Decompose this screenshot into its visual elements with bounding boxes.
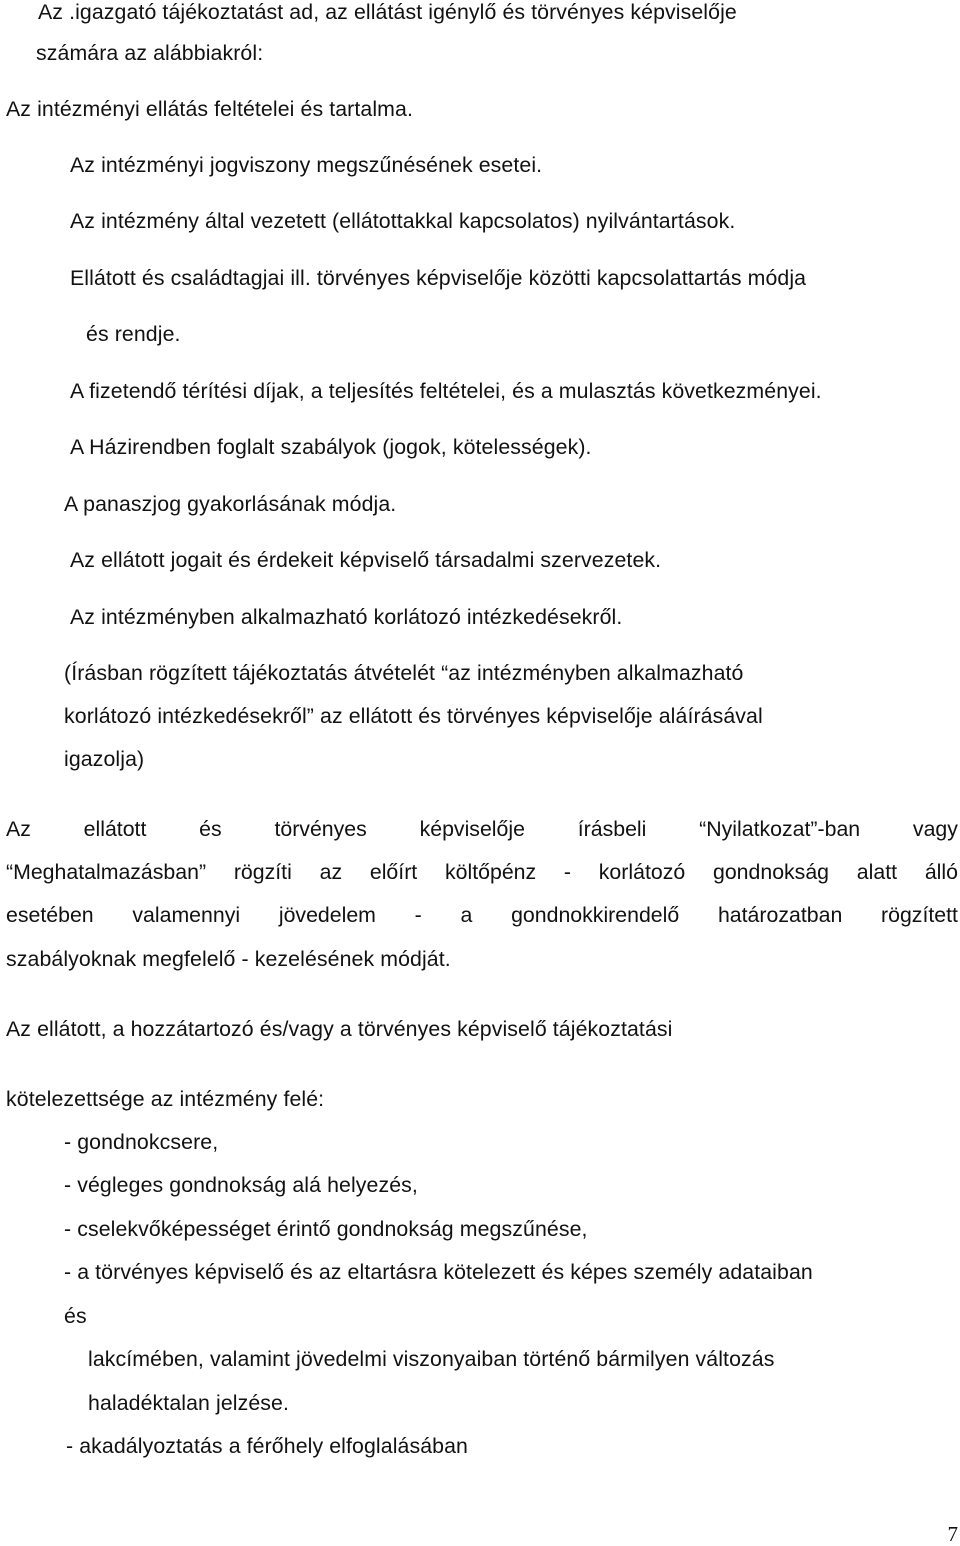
obligation-item: - a törvényes képviselő és az eltartásra kötelezett és képes személy adataiban [64, 1260, 813, 1284]
word: álló [924, 860, 958, 884]
word: írásbeli [577, 817, 647, 841]
word: gondnokkirendelő [511, 903, 680, 927]
note-line-2: korlátozó intézkedésekről” az ellátott és törvényes képviselője aláírásával [64, 704, 763, 728]
obligation-item: lakcímében, valamint jövedelmi viszonyaiban történő bármilyen változás [88, 1347, 775, 1371]
word: ellátott [83, 817, 147, 841]
intro-line-2: számára az alábbiakról: [36, 41, 264, 65]
word: “Meghatalmazásban” [6, 860, 207, 884]
intro-line-1: Az .igazgató tájékoztatást ad, az ellátást igénylő és törvényes képviselője [38, 0, 737, 24]
obligation-subheading: kötelezettsége az intézmény felé: [6, 1087, 325, 1111]
declaration-line-4: szabályoknak megfelelő - kezelésének módját. [6, 947, 451, 971]
word: - [414, 903, 422, 927]
word: valamennyi [132, 903, 241, 927]
note-line-1: (Írásban rögzített tájékoztatás átvételét “az intézményben alkalmazható [64, 661, 744, 685]
note-line-3: igazolja) [64, 747, 145, 771]
topic-line: és rendje. [86, 322, 181, 346]
word: jövedelem [278, 903, 376, 927]
word: rögzíti [233, 860, 292, 884]
obligation-item: haladéktalan jelzése. [88, 1391, 290, 1415]
topic-line: Az intézményi ellátás feltételei és tartalma. [6, 97, 413, 121]
topic-line: Az intézmény által vezetett (ellátottakkal kapcsolatos) nyilvántartások. [70, 209, 736, 233]
topic-line: A panaszjog gyakorlásának módja. [64, 492, 397, 516]
topic-line: A Házirendben foglalt szabályok (jogok, kötelességek). [70, 435, 592, 459]
topic-line: Ellátott és családtagjai ill. törvényes képviselője közötti kapcsolattartás módja [70, 266, 807, 290]
word: - [563, 860, 572, 884]
word: költőpénz [444, 860, 537, 884]
word: korlátozó [598, 860, 686, 884]
obligation-item: - gondnokcsere, [64, 1130, 219, 1154]
obligation-item: - akadályoztatás a férőhely elfoglalásában [66, 1434, 468, 1458]
word: határozatban [717, 903, 843, 927]
word: törvényes [274, 817, 367, 841]
word: esetében [6, 903, 94, 927]
obligation-item: és [64, 1304, 87, 1328]
word: előírt [369, 860, 418, 884]
topic-line: Az intézményben alkalmazható korlátozó intézkedésekről. [70, 605, 623, 629]
word: Az [6, 817, 31, 841]
word: alatt [856, 860, 898, 884]
topic-line: A fizetendő térítési díjak, a teljesítés feltételei, és a mulasztás következményei. [70, 379, 822, 403]
declaration-line-3 [6, 905, 958, 926]
topic-line: Az intézményi jogviszony megszűnésének esetei. [70, 153, 543, 177]
word: az [319, 860, 343, 884]
declaration-line-2 [6, 862, 958, 883]
word: “Nyilatkozat”-ban [699, 817, 861, 841]
declaration-line-1 [6, 819, 958, 840]
page-number: 7 [947, 1522, 958, 1546]
word: rögzített [881, 903, 958, 927]
word: a [460, 903, 473, 927]
obligation-item: - cselekvőképességet érintő gondnokság megszűnése, [64, 1217, 588, 1241]
word: gondnokság [712, 860, 830, 884]
word: képviselője [419, 817, 525, 841]
obligation-heading: Az ellátott, a hozzátartozó és/vagy a törvényes képviselő tájékoztatási [6, 1017, 673, 1041]
obligation-item: - végleges gondnokság alá helyezés, [64, 1173, 418, 1197]
word: vagy [912, 817, 958, 841]
word: és [199, 817, 222, 841]
topic-line: Az ellátott jogait és érdekeit képviselő társadalmi szervezetek. [70, 548, 662, 572]
